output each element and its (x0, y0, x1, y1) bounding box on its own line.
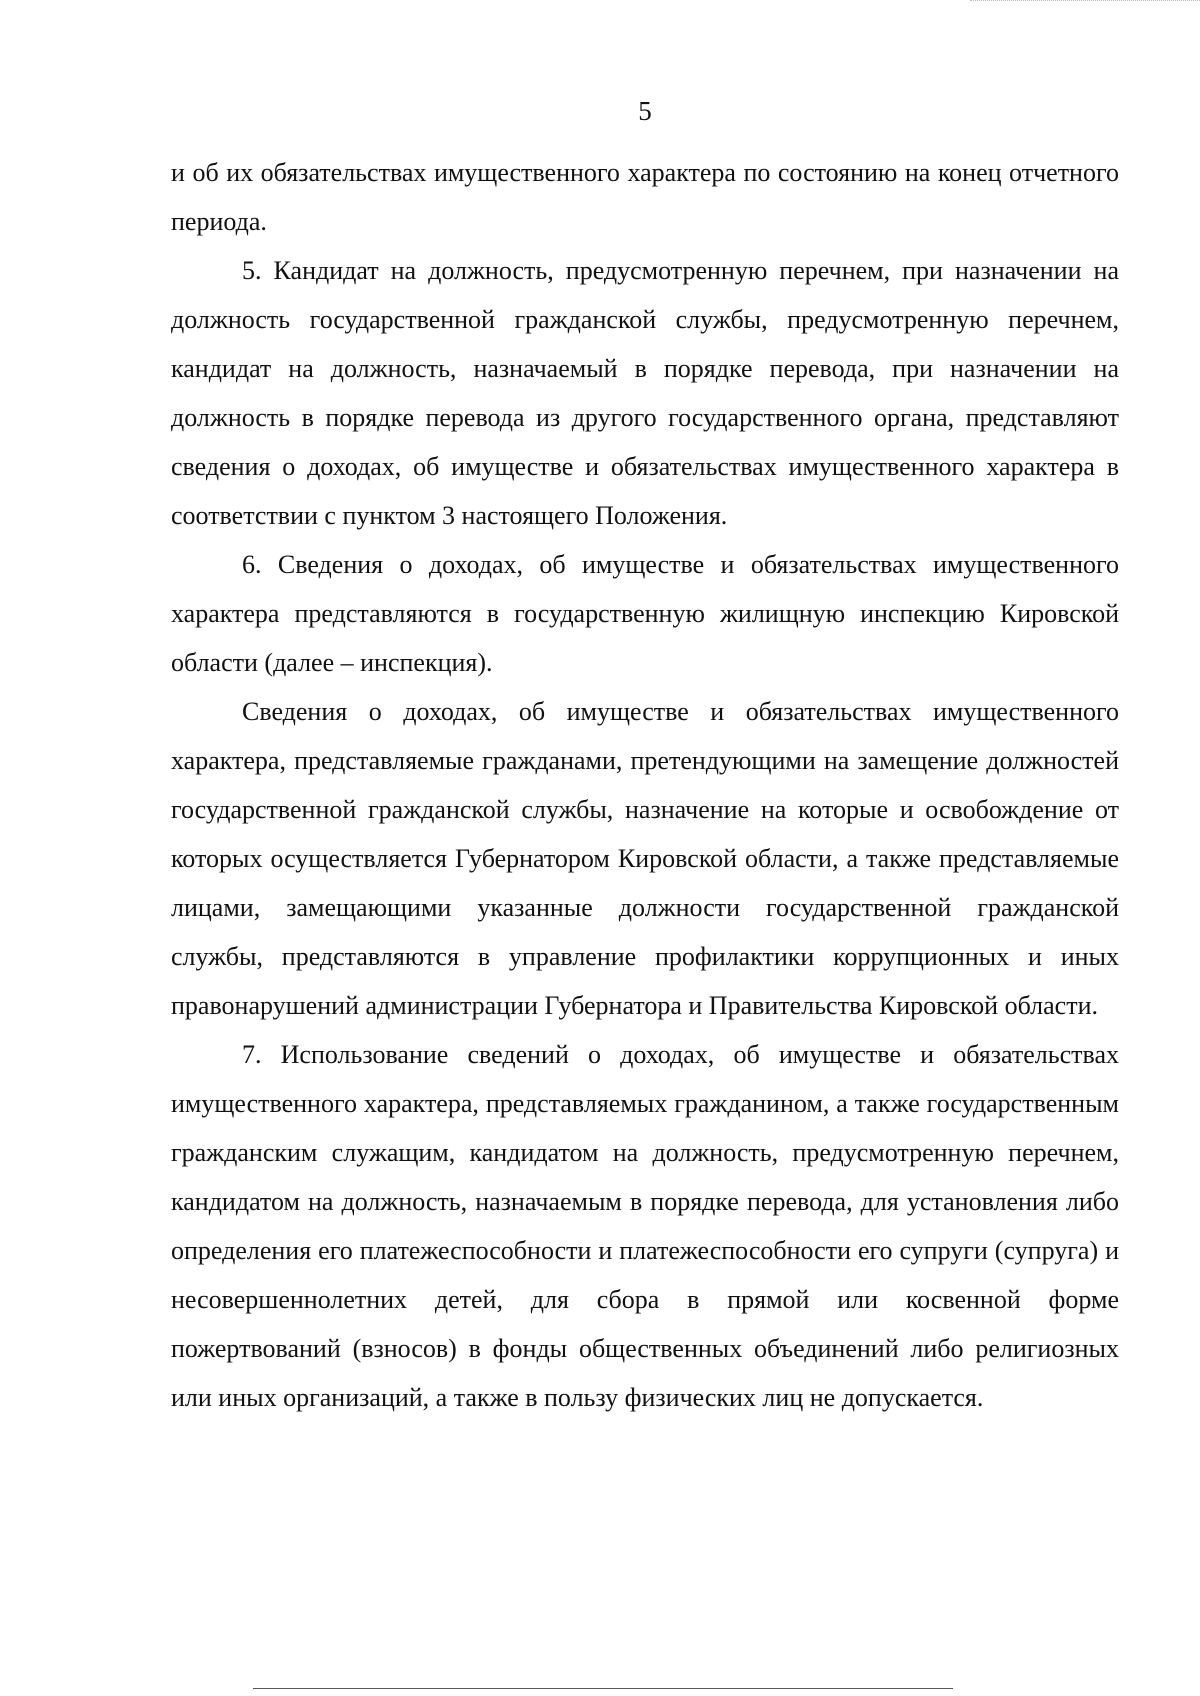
paragraph-item-7: 7. Использование сведений о доходах, об имуществе и обязательствах имущественного характера, представляемых гражданином, а также государственным гражданским служащим, кандидатом на должность, предусмотренную перечнем, кандидатом на должность, назначаемым в порядке перевода, для установления либо определения его платежеспособности и платежеспособности его супруги (супруга) и несовершеннолетних детей, для сбора в прямой или косвенной форме пожертвований (взносов) в фонды общественных объединений либо религиозных или иных организаций, а также в пользу физических лиц не допускается. (171, 1040, 1119, 1412)
document-body (171, 148, 1119, 1422)
footer-rule (253, 1688, 953, 1689)
paragraph-continuation: и об их обязательствах имущественного характера по состоянию на конец отчетного периода. (171, 158, 1119, 236)
paragraph-item-6-continued: Сведения о доходах, об имуществе и обязательствах имущественного характера, представляемые гражданами, претендующими на замещение должностей государственной гражданской службы, назначение на которые и освобождение от которых осуществляется Губернатором Кировской области, а также представляемые лицами, замещающими указанные должности государственной гражданской службы, представляются в управление профилактики коррупционных и иных правонарушений администрации Губернатора и Правительства Кировской области. (171, 697, 1119, 1020)
scan-artifact (970, 0, 1200, 1)
paragraph-item-6: 6. Сведения о доходах, об имуществе и обязательствах имущественного характера представляются в государственную жилищную инспекцию Кировской области (далее – инспекция). (171, 550, 1119, 677)
page-number: 5 (638, 96, 652, 126)
paragraph-item-5: 5. Кандидат на должность, предусмотренную перечнем, при назначении на должность государственной гражданской службы, предусмотренную перечнем, кандидат на должность, назначаемый в порядке перевода, при назначении на должность в порядке перевода из другого государственного органа, представляют сведения о доходах, об имуществе и обязательствах имущественного характера в соответствии с пунктом 3 настоящего Положения. (171, 256, 1119, 530)
